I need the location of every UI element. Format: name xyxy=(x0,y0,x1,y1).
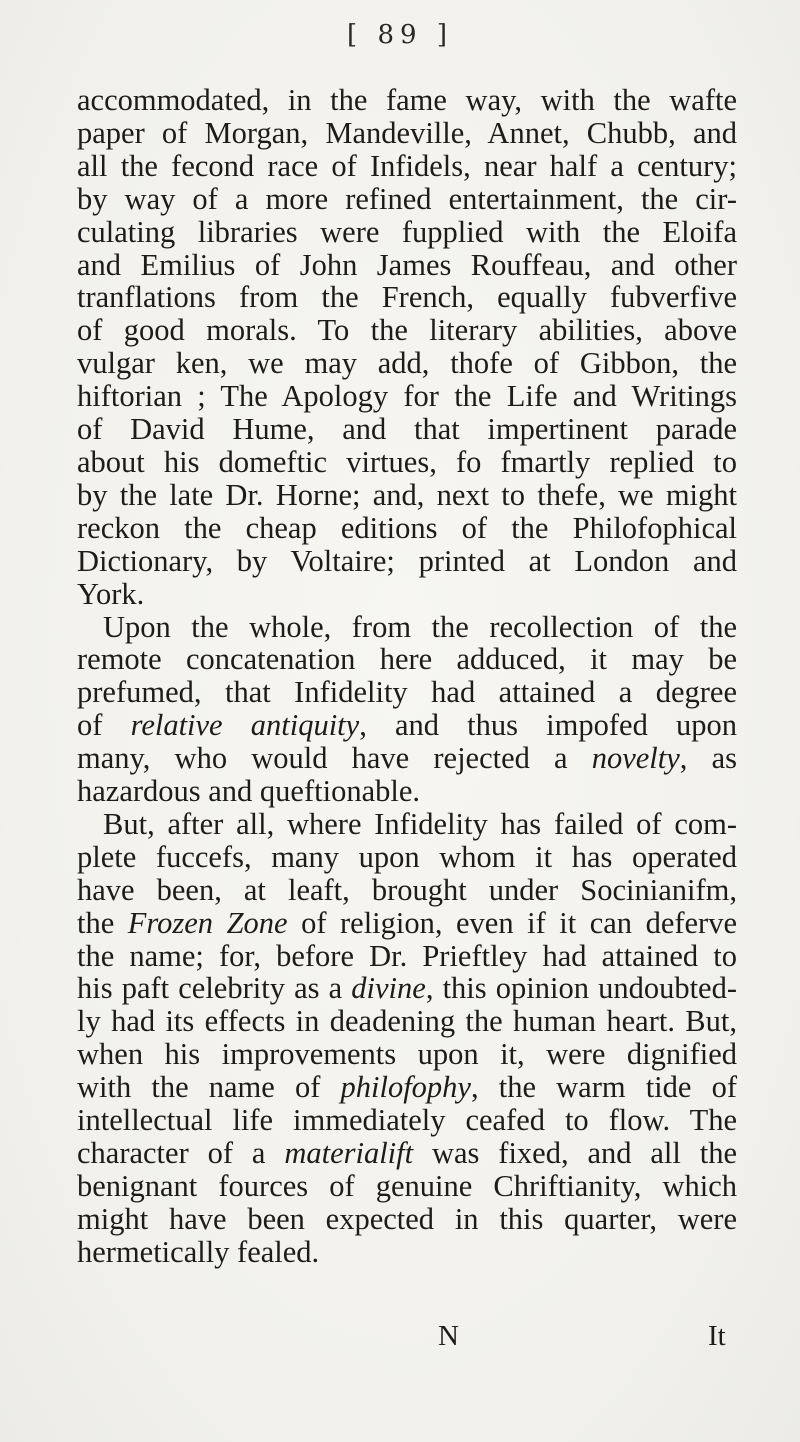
text-segment: of religion, even if it can deferve xyxy=(287,905,737,940)
paragraph-start-line: Upon the whole, from the recollection of the xyxy=(103,609,737,644)
body-text xyxy=(77,84,737,1269)
paragraph-start-line: But, after all, where Infidelity has failed of com- xyxy=(103,806,737,841)
text-line xyxy=(77,1137,737,1170)
italic-phrase: Frozen Zone xyxy=(127,905,288,940)
text-line: Dictionary, by Voltaire; printed at London and xyxy=(77,543,737,578)
text-line: might have been expected in this quarter, were xyxy=(77,1201,737,1236)
text-line: hazardous and queftionable. xyxy=(77,774,420,809)
text-line: tranflations from the French, equally fubverfive xyxy=(77,280,737,315)
text-line: about his domeftic virtues, fo fmartly replied to xyxy=(77,444,737,479)
page-footer xyxy=(0,1320,800,1354)
text-line: have been, at leaft, brought under Socinianifm, xyxy=(77,872,737,907)
text-line: intellectual life immediately ceafed to flow. The xyxy=(77,1103,737,1138)
open-bracket: [ xyxy=(347,20,364,50)
text-segment: with the name of xyxy=(77,1070,341,1105)
italic-phrase: divine xyxy=(351,971,426,1006)
text-segment: , the warm tide of xyxy=(470,1070,737,1105)
text-line: by the late Dr. Horne; and, next to thefe, we might xyxy=(77,477,737,512)
text-line: vulgar ken, we may add, thofe of Gibbon, the xyxy=(77,346,737,381)
text-line xyxy=(77,709,737,742)
italic-phrase: materialift xyxy=(284,1136,414,1170)
text-line: of good morals. To the literary abilities, above xyxy=(77,313,737,348)
text-line: all the fecond race of Infidels, near half a century; xyxy=(77,148,737,183)
text-line: culating libraries were fupplied with the Eloifa xyxy=(77,214,737,249)
text-line: plete fuccefs, many upon whom it has operated xyxy=(77,839,737,874)
text-line: accommodated, in the fame way, with the wafte xyxy=(77,83,737,117)
text-line: paper of Morgan, Mandeville, Annet, Chubb, and xyxy=(77,115,737,150)
catchword: It xyxy=(708,1320,726,1352)
text-segment: , and thus impofed upon xyxy=(359,708,737,743)
italic-phrase: relative antiquity xyxy=(130,708,360,743)
text-segment: , this opinion undoubted- xyxy=(425,971,737,1006)
text-segment: the xyxy=(77,905,128,940)
text-line: ly had its effects in deadening the human heart. But, xyxy=(77,1004,737,1039)
text-line: of David Hume, and that impertinent parade xyxy=(77,412,737,447)
running-head xyxy=(0,20,800,50)
text-line: remote concatenation here adduced, it may be xyxy=(77,642,737,677)
italic-phrase: novelty xyxy=(591,741,680,776)
text-line: benignant fources of genuine Chriftianity, which xyxy=(77,1168,737,1203)
text-line: by way of a more refined entertainment, the cir- xyxy=(77,181,737,216)
page-number: 89 xyxy=(377,20,423,50)
text-segment: was fixed, and all the xyxy=(413,1136,737,1170)
text-segment: character of a xyxy=(77,1136,285,1170)
text-segment: of xyxy=(77,708,131,743)
text-segment: many, who would have rejected a xyxy=(77,741,592,776)
text-segment: his paft celebrity as a xyxy=(77,971,352,1006)
italic-phrase: philofophy xyxy=(340,1070,471,1105)
close-bracket: ] xyxy=(436,20,453,50)
text-line xyxy=(77,742,737,775)
text-line: hermetically fealed. xyxy=(77,1234,320,1269)
text-line: prefumed, that Infidelity had attained a degree xyxy=(77,675,737,710)
text-line xyxy=(77,1071,737,1104)
text-line: and Emilius of John James Rouffeau, and other xyxy=(77,247,737,282)
text-segment: , as xyxy=(679,741,737,776)
text-line xyxy=(77,972,737,1005)
text-line xyxy=(77,907,737,940)
text-line: York. xyxy=(77,576,145,611)
signature-mark: N xyxy=(438,1320,459,1352)
text-line: reckon the cheap editions of the Philofophical xyxy=(77,510,737,545)
text-line: the name; for, before Dr. Prieftley had attained to xyxy=(77,938,737,973)
text-line: hiftorian ; The Apology for the Life and Writings xyxy=(77,379,737,414)
text-line: when his improvements upon it, were dignified xyxy=(77,1037,737,1072)
